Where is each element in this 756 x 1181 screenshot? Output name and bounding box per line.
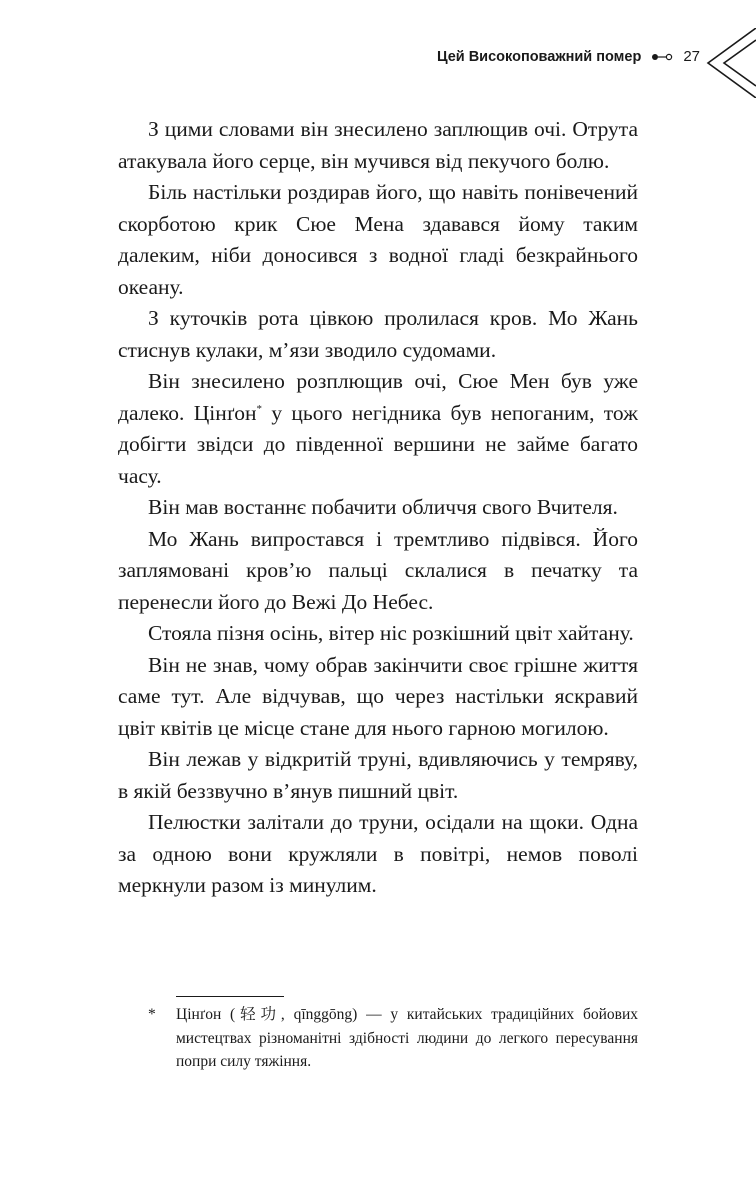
body-text [118,114,638,902]
paragraph: Він лежав у відкритій труні, вдивляючись у темряву, в якій беззвучно в’янув пишний цвіт. [118,747,638,803]
footnote-text: Цінґон (轻功, qīnggōng) — у китайських традиційних бойових мистецтвах різноманітні здібності людини до легкого пересування попри силу тяжіння. [176,1006,638,1070]
chapter-title: Цей Високоповажний помер [436,48,642,65]
footnote-reference[interactable]: * [256,402,263,415]
footnote-divider [176,996,284,997]
paragraph: Він не знав, чому обрав закінчити своє грішне життя саме тут. Але відчував, що через настільки яскравий цвіт квітів це місце стане для нього гарною могилою. [118,652,638,740]
paragraph: Мо Жань випростався і тремтливо підвівся. Його заплямовані кров’ю пальці склалися в печатку та перенесли його до Вежі До Небес. [118,526,638,614]
running-header [0,48,700,65]
footnote [148,1003,638,1074]
paragraph: Стояла пізня осінь, вітер ніс розкішний цвіт хайтану. [148,621,634,645]
paragraph: Він мав востаннє побачити обличчя свого Вчителя. [148,495,618,519]
paragraph: Біль настільки роздирав його, що навіть понівечений скорботою крик Сюе Мена здавався йому таким далеким, ніби доносився з водної гладі безкрайнього океану. [118,180,638,299]
footnote-marker: * [148,1006,156,1023]
paragraph: З цими словами він знесилено заплющив очі. Отрута атакувала його серце, він мучився від пекучого болю. [118,117,638,173]
paragraph-text: у цього негідника був непоганим, тож добігти звідси до південної вершини не займе багато часу. [118,400,638,488]
paragraph: З куточків рота цівкою пролилася кров. Мо Жань стиснув кулаки, м’язи зводило судомами. [118,306,638,362]
page-number: 27 [683,48,700,65]
paragraph-text: Він знесилено розплющив очі, Сюе Мен був уже далеко. Цінґон [118,369,638,425]
paragraph [118,366,638,492]
paragraph: Пелюстки залітали до труни, осідали на щоки. Одна за одною вони кружляли в повітрі, немов поволі меркнули разом із минулим. [118,810,638,897]
corner-ornament-icon [696,28,756,98]
ornament-icon [651,52,673,62]
